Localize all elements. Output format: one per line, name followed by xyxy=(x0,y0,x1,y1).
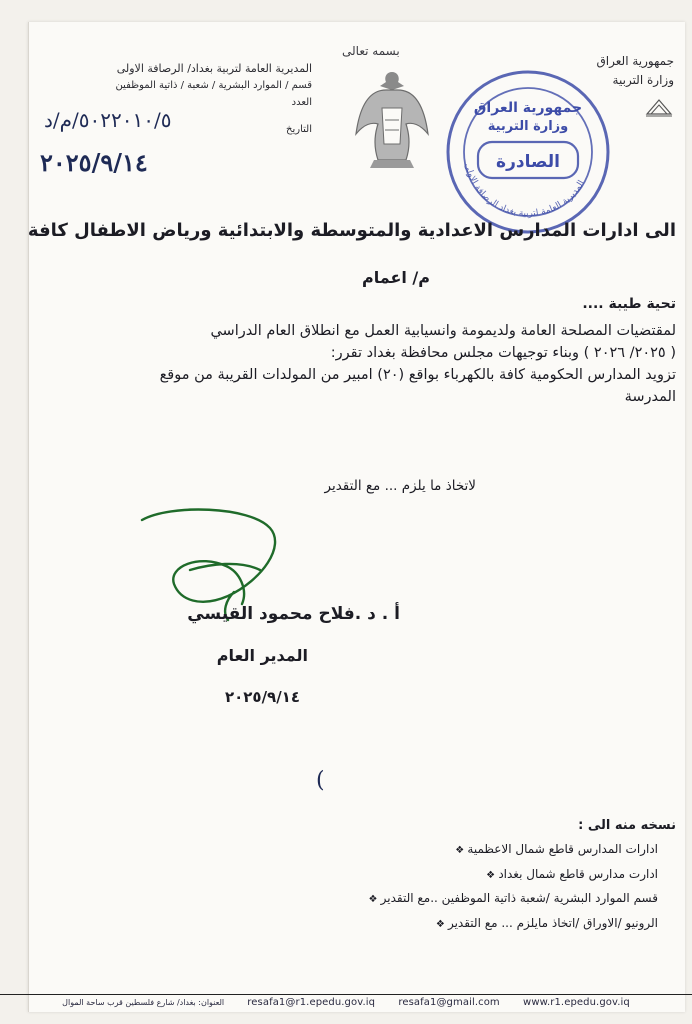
greeting: تحية طيبة .... xyxy=(582,296,676,312)
signature-date: ٢٠٢٥/٩/١٤ xyxy=(224,688,300,706)
footer-address: العنوان: بغداد/ شارع فلسطين قرب ساحة الموال xyxy=(62,998,225,1007)
list-item: الرونيو /الاوراق /اتخاذ مايلزم ... مع التقدير ❖ xyxy=(369,912,659,937)
body-line: ( ٢٠٢٥/ ٢٠٢٦ ) وبناء توجيهات مجلس محافظة بغداد تقرر: xyxy=(330,345,676,361)
body-line: لمقتضيات المصلحة العامة ولديمومة وانسيابية العمل مع انطلاق العام الدراسي xyxy=(210,323,676,339)
basmala: بسمه تعالى xyxy=(342,44,400,58)
closing-text: لاتخاذ ما يلزم ... مع التقدير xyxy=(324,478,476,494)
stamp-ring-text: المديرية العامة لتربية بغداد الرصافة الاولى xyxy=(462,162,587,220)
reference-date: ٢٠٢٥/٩/١٤ xyxy=(40,148,148,177)
stamp-line-1: جمهورية العراق xyxy=(473,100,583,116)
list-item: قسم الموارد البشرية /شعبة ذاتية الموظفين ..مع التقدير ❖ xyxy=(369,887,659,912)
stamp-line-2: وزارة التربية xyxy=(487,119,569,134)
subject: م/ اعمام xyxy=(361,268,430,287)
stamp-center-text: الصادرة xyxy=(496,152,560,172)
official-stamp xyxy=(442,66,614,238)
signer-role: المدير العام xyxy=(216,646,308,665)
signer-name: أ . د .فلاح محمود القيسي xyxy=(187,604,400,624)
copies-title: نسخه منه الى : xyxy=(578,818,676,833)
eagle-emblem-icon xyxy=(352,64,432,174)
reference-number: ٥٠٢٢٠١٠/٥/م/د xyxy=(44,108,172,132)
body-line: تزويد المدارس الحكومية كافة بالكهرباء بواقع (٢٠) امبير من المولدات القريبة من موقع xyxy=(159,367,676,383)
body-line: المدرسة xyxy=(624,389,676,405)
ministry-logo-icon xyxy=(644,96,674,118)
country-name: جمهورية العراق xyxy=(596,54,674,68)
footer-website[interactable]: www.r1.epedu.gov.iq xyxy=(523,997,630,1008)
directorate-name: المديرية العامة لتربية بغداد/ الرصافة الاولى xyxy=(116,62,312,75)
section-name: قسم / الموارد البشرية / شعبة / ذاتية الموظفين xyxy=(115,80,312,91)
letter-body xyxy=(36,320,676,408)
pen-mark: ( xyxy=(316,768,325,793)
footer-email-2[interactable]: resafa1@gmail.com xyxy=(398,997,500,1008)
ministry-name: وزارة التربية xyxy=(612,73,674,87)
number-label: العدد xyxy=(291,97,312,108)
footer-email-1[interactable]: resafa1@r1.epedu.gov.iq xyxy=(247,997,376,1008)
list-item: ادارات المدارس قاطع شمال الاعظمية ❖ xyxy=(369,838,659,863)
footer xyxy=(0,994,692,1008)
date-label: التاريخ xyxy=(286,124,312,135)
addressee: الى ادارات المدارس الاعدادية والمتوسطة والابتدائية ورياض الاطفال كافة xyxy=(27,220,676,241)
copies-list xyxy=(369,838,659,936)
list-item: ادارت مدارس قاطع شمال بغداد ❖ xyxy=(369,863,659,888)
